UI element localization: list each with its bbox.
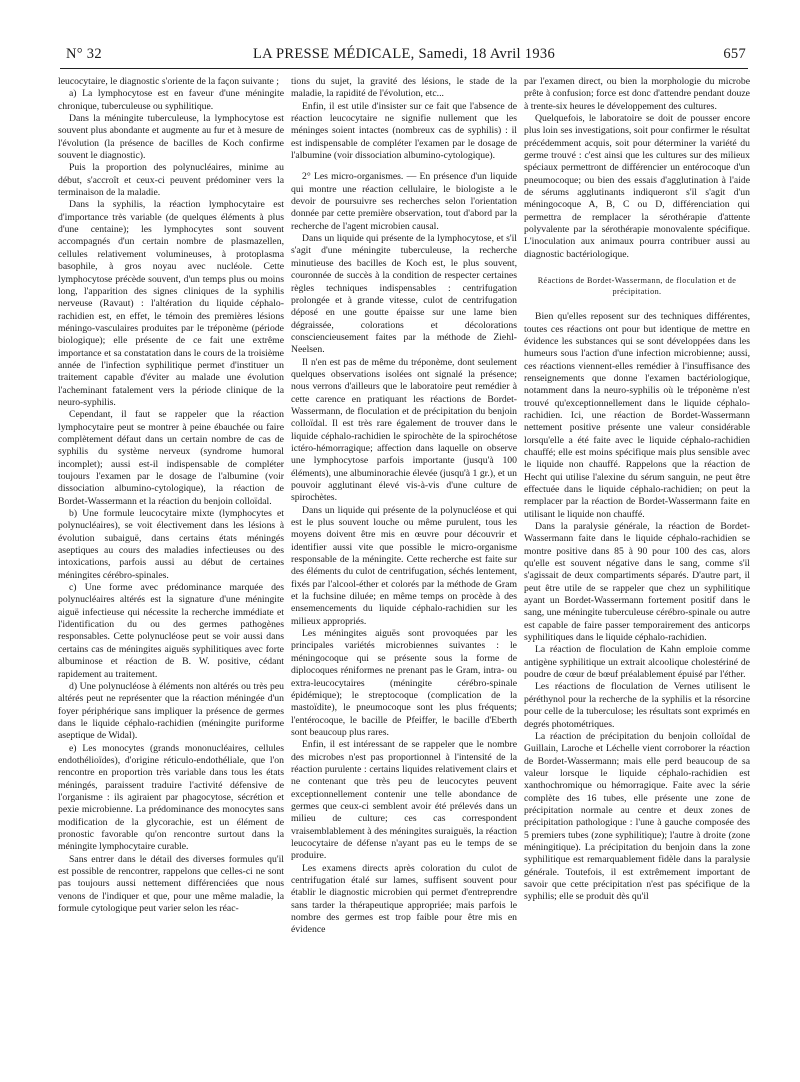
text-column-1 [58,76,284,1074]
paragraph: leucocytaire, le diagnostic s'oriente de la façon suivante ; [58,76,279,87]
paragraph: Les examens directs après coloration du culot de centrifugation étalé sur lames, suffisent souvent pour établir le diagnostic microbien qui permet d'entreprendre sans tarder la thérapeutique appropriée; mais parfois le nombre des germes est trop faible pour être mis en évidence [291,862,517,936]
page-header [60,44,748,69]
paragraph: d) Une polynucléose à éléments non altérés ou très peu altérés peut ne représenter que la réaction méningée d'un foyer périphérique sans impliquer la présence de germes dans le liquide céphalo-rachidien (méningite puriforme aseptique de Widal). [58,680,284,742]
paragraph: a) La lymphocytose est en faveur d'une méningite chronique, tuberculeuse ou syphilitique. [58,88,284,112]
paragraph: Il n'en est pas de même du tréponème, dont seulement quelques observations isolées ont signalé la présence; nous verrons d'ailleurs que le laboratoire peut remédier à cette carence en pratiquant les réactions de Bordet-Wassermann, de floculation et de précipitation du benjoin colloïdal. Il est très rare également de trouver dans le liquide céphalo-rachidien le spirochète de la spirochétose ictéro-hémorragique; affection dans laquelle on observe une lymphocytose parfois importante (jusqu'à 100 éléments), une albuminorachie élevée (jusqu'à 1 gr.), et un pouvoir agglutinant élevé vis-à-vis d'une culture de spirochètes. [291,356,517,504]
paragraph: e) Les monocytes (grands mononucléaires, cellules endothélioïdes), d'origine réticulo-endothéliale, que l'on rencontre en proportion très variable dans tous les états méningés, paraissent traduire l'activité défensive de l'organisme : ils agiraient par phagocytose, sécrétion et pexie microbienne. La prédominance des monocytes sans modification de la glycorachie, est un élément de pronostic favorable qu'on rencontre surtout dans la méningite lymphocytaire curable. [58,742,284,853]
paragraph: Dans la méningite tuberculeuse, la lymphocytose est souvent plus abondante et augmente au fur et à mesure de l'évolution (la présence de bacilles de Koch confirme souvent le diagnostic). [58,113,284,162]
paragraph: par l'examen direct, ou bien la morphologie du microbe prête à confusion; force est donc d'attendre pendant douze à trente-six heures le développement des cultures. [524,76,750,112]
paragraph: Dans un liquide qui présente de la lymphocytose, et s'il s'agit d'une méningite tuberculeuse, la recherche minutieuse des bacilles de Koch est, le plus souvent, couronnée de succès à la condition de respecter certaines règles techniques indispensables : centrifugation prolongée et à grande vitesse, culot de centrifugation déposé en une goutte épaisse sur une lame bien dégraissée, colorations et décolorations consciencieusement faites par la méthode de Ziehl-Neelsen. [291,233,517,356]
paragraph: Bien qu'elles reposent sur des techniques différentes, toutes ces réactions ont pour but identique de mettre en évidence les substances qui se sont développées dans les humeurs sous l'action d'une infection microbienne; aussi, ces réactions viennent-elles remédier à l'insuffisance des renseignements que donne l'examen bactériologique, notamment dans la neuro-syphilis où le tréponème n'est trouvé qu'exceptionnellement dans le liquide céphalo-rachidien. Ici, une réaction de Bordet-Wassermann nettement positive présente une valeur considérable lorsqu'elle a été faite avec le liquide céphalo-rachidien chauffé; elle est moins spécifique mais plus sensible avec le liquide non chauffé. Rappelons que la réaction de Hecht qui utilise l'alexine du sérum sanguin, ne peut être effectuée dans le liquide céphalo-rachidien; on peut la remplacer par la réaction de Bordet-Wassermann faite en utilisant le liquide non chauffé. [524,311,750,520]
paragraph: La réaction de floculation de Kahn emploie comme antigène syphilitique un extrait alcoolique cholestériné de poudre de cœur de bœuf préalablement épuisé par l'éther. [524,644,750,681]
paragraph: c) Une forme avec prédominance marquée des polynucléaires altérés est la signature d'une méningite aiguë infectieuse qui nécessite la recherche immédiate et l'identification du ou des germes pathogènes responsables. Cette polynucléose peut se voir aussi dans certains cas de méningites aiguës syphilitiques avec forte albuminose et réaction de B. W. positive, cédant rapidement au traitement. [58,582,284,680]
paragraph: tions du sujet, la gravité des lésions, le stade de la maladie, la rapidité de l'évolution, etc... [291,76,517,100]
paragraph: Cependant, il faut se rappeler que la réaction lymphocytaire peut se montrer à peine ébauchée ou faire complètement défaut dans un certain nombre de cas de syphilis du système nerveux (syndrome humoral incomplet); aussi est-il indispensable de compléter toujours l'examen par le dosage de l'albumine (voir dissociation albumino-cytologique), la réaction de Bordet-Wassermann et la réaction du benjoin colloïdal. [58,409,284,507]
section-heading: Réactions de Bordet-Wassermann, de floculation et de précipitation. [537,276,737,297]
paragraph: Les réactions de floculation de Vernes utilisent le péréthynol pour la recherche de la syphilis et la résorcine pour celle de la tuberculose; les résultats sont exprimés en degrés photométriques. [524,681,750,730]
paragraph: Dans la paralysie générale, la réaction de Bordet-Wassermann faite dans le liquide céphalo-rachidien se montre positive dans 85 à 90 pour 100 des cas, alors qu'elle est souvent négative dans le sang, comme s'il s'agissait de deux compartiments séparés. D'autre part, il peut être utile de se rappeler que chez un syphilitique ayant un Bordet-Wassermann fortement positif dans le sang, une méningite tuberculeuse cérébro-spinale ou autre est capable de faire passer temporairement des anticorps syphilitiques dans le liquide céphalo-rachidien. [524,521,750,644]
text-column-3 [524,76,750,1074]
issue-number: N° 32 [66,46,102,62]
section-paragraph-micro-organismes: 2° Les micro-organismes. — En présence d'un liquide qui montre une réaction cellulaire, le biologiste a le devoir de poursuivre ses recherches selon l'orientation donnée par cette première observation, tout d'abord par la recherche de l'agent microbien causal. [291,171,517,232]
paragraph: La réaction de précipitation du benjoin colloïdal de Guillain, Laroche et Léchelle vient corroborer la réaction de Bordet-Wassermann; mais elle perd beaucoup de sa valeur lorsque le liquide céphalo-rachidien est xanthochromique ou hémorragique. Faite avec la série complète des 16 tubes, elle présente une zone de précipitation normale au centre et deux zones de précipitation pathologique : l'une à gauche composée des 5 premiers tubes (zone syphilitique); l'autre à droite (zone méningitique). La précipitation du benjoin dans la zone syphilitique est remarquablement fidèle dans la paralysie générale. Toutefois, il est extrêmement important de savoir que cette précipitation n'est pas spécifique de la syphilis; elle se produit dès qu'il [524,730,750,903]
page-number: 657 [723,46,746,62]
text-column-2 [291,76,517,1074]
paragraph: Quelquefois, le laboratoire se doit de pousser encore plus loin ses investigations, soit pour confirmer le résultat précédemment acquis, soit pour déterminer la variété du germe trouvé : c'est ainsi que les cultures sur des milieux spéciaux permettront de différencier un entérocoque d'un pneumocoque; ou bien des essais d'agglutination à l'aide de sérums agglutinants indiqueront s'il s'agit d'un méningocoque A, B, C ou D, différenciation qui permettra de remplacer la sérothérapie d'attente polyvalente par la sérothérapie monovalente spécifique. L'inoculation aux animaux pourra contribuer aussi au diagnostic bactériologique. [524,113,750,260]
paragraph: b) Une formule leucocytaire mixte (lymphocytes et polynucléaires), se voit électivement dans les lésions à évolution subaiguë, dans certains états méningés aseptiques au cours des maladies infectieuses ou des intoxications, parfois aussi au début de certaines méningites cérébro-spinales. [58,508,284,581]
paragraph: Les méningites aiguës sont provoquées par les principales variétés microbiennes suivantes : le méningocoque qui se présente sous la forme de diplocoques réniformes ne prenant pas le Gram, intra- ou extra-leucocytaires (méningite cérébro-spinale épidémique); le streptocoque (complication de la mastoïdite), le pneumocoque sont les plus fréquents; l'entérocoque, le bacille de Pfeiffer, le bacille d'Eberth sont beaucoup plus rares. [291,628,517,738]
paragraph: Dans la syphilis, la réaction lymphocytaire est d'importance très variable (de quelques éléments à plus d'une centaine); les lymphocytes sont souvent accompagnés d'un certain nombre de plasmazellen, cellules relativement volumineuses, à protoplasma basophile, à gros noyau avec nucléole. Cette lymphocytose précède souvent, d'un temps plus ou moins long, l'apparition des signes cliniques de la syphilis nerveuse (Ravaut) : l'altération du liquide céphalo-rachidien est, en effet, le témoin des premières lésions méningo-vasculaires produites par le tréponème (période biologique); elle présente de ce fait une extrême importance et sa constatation dans le cours de la troisième année de l'infection syphilitique permet d'instituer un traitement capable d'éviter au malade une évolution l'acheminant fatalement vers la période clinique de la neuro-syphilis. [58,199,284,408]
paragraph: Enfin, il est utile d'insister sur ce fait que l'absence de réaction leucocytaire ne signifie nullement que les méninges soient intactes (nombreux cas de syphilis) : il est indispensable de compléter l'examen par le dosage de l'albumine (voir dissociation albumino-cytologique). [291,100,517,162]
paragraph: Puis la proportion des polynucléaires, minime au début, s'accroît et ceux-ci peuvent prédominer vers la terminaison de la maladie. [58,162,284,199]
journal-title: LA PRESSE MÉDICALE, Samedi, 18 Avril 1936 [252,46,556,62]
paragraph: Sans entrer dans le détail des diverses formules qu'il est possible de rencontrer, rappelons que celles-ci ne sont pas toujours aussi nettement différenciées que nous venons de l'indiquer et que, pour une même maladie, la formule cytologique peut varier selon les réac- [58,853,284,915]
paragraph: Dans un liquide qui présente de la polynucléose et qui est le plus souvent louche ou même purulent, tous les moyens doivent être mis en œuvre pour découvrir et identifier aussi vite que possible le micro-organisme responsable de la méningite. Cette recherche est faite sur des éléments du culot de centrifugation, séchés lentement, fixés par l'alcool-éther et colorés par la méthode de Gram et la fuchsine diluée; en même temps on procède à des ensemencements du liquide céphalo-rachidien sur les milieux appropriés. [291,504,517,627]
paragraph: Enfin, il est intéressant de se rappeler que le nombre des microbes n'est pas proportionnel à l'intensité de la réaction purulente : certains liquides relativement clairs et ne contenant que très peu de leucocytes peuvent exceptionnellement contenir une telle abondance de germes que ceux-ci semblent avoir été prélevés dans un milieu de culture; ces cas correspondent vraisemblablement à des méningites suraiguës, la réaction leucocytaire de défense n'ayant pas eu le temps de se produire. [291,739,517,862]
